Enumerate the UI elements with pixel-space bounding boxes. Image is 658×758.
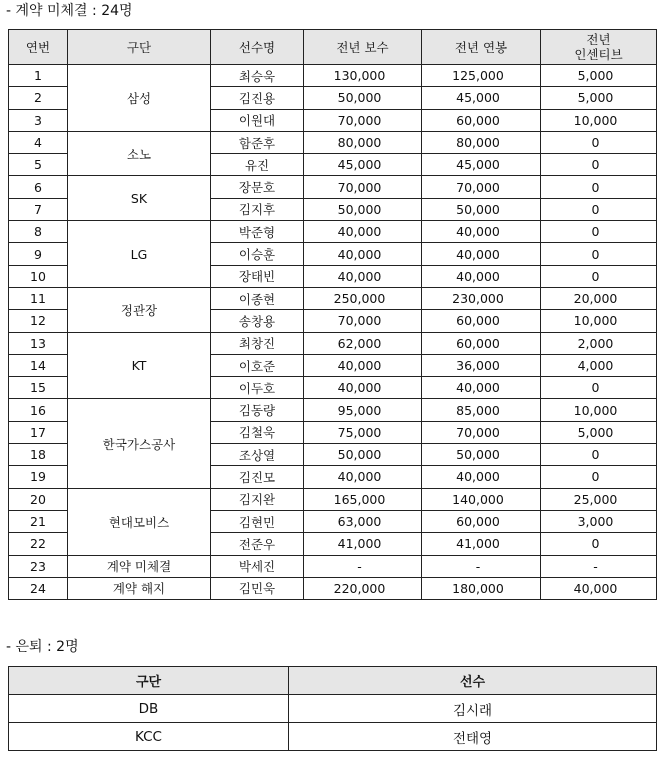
header-player: 선수 — [289, 667, 657, 695]
cell-no: 19 — [9, 466, 68, 488]
cell-player: 전준우 — [211, 533, 304, 555]
cell-prev-pay: 70,000 — [304, 109, 422, 131]
cell-no: 13 — [9, 332, 68, 354]
table-row — [9, 221, 657, 243]
cell-prev-pay: 50,000 — [304, 87, 422, 109]
cell-prev-incentive: 10,000 — [541, 399, 657, 421]
cell-prev-pay: 40,000 — [304, 377, 422, 399]
cell-prev-salary: - — [422, 555, 541, 577]
cell-prev-pay: 250,000 — [304, 287, 422, 309]
cell-no: 1 — [9, 65, 68, 87]
cell-prev-salary: 140,000 — [422, 488, 541, 510]
cell-player: 김지완 — [211, 488, 304, 510]
header-team: 구단 — [9, 667, 289, 695]
cell-prev-incentive: - — [541, 555, 657, 577]
cell-player: 김철욱 — [211, 421, 304, 443]
cell-player: 김지후 — [211, 198, 304, 220]
cell-no: 24 — [9, 577, 68, 599]
cell-prev-pay: - — [304, 555, 422, 577]
table-row — [9, 65, 657, 87]
cell-prev-salary: 70,000 — [422, 176, 541, 198]
cell-no: 7 — [9, 198, 68, 220]
retired-players-table — [8, 666, 657, 751]
cell-prev-salary: 40,000 — [422, 265, 541, 287]
cell-team: LG — [68, 221, 211, 288]
cell-prev-incentive: 5,000 — [541, 421, 657, 443]
cell-prev-salary: 60,000 — [422, 332, 541, 354]
cell-prev-incentive: 0 — [541, 198, 657, 220]
cell-prev-incentive: 10,000 — [541, 310, 657, 332]
header-prev-salary: 전년 연봉 — [422, 30, 541, 65]
cell-player: 김진모 — [211, 466, 304, 488]
table-row — [9, 176, 657, 198]
cell-prev-incentive: 0 — [541, 243, 657, 265]
table-header-row — [9, 30, 657, 65]
cell-prev-pay: 70,000 — [304, 310, 422, 332]
cell-prev-incentive: 0 — [541, 466, 657, 488]
cell-prev-salary: 40,000 — [422, 377, 541, 399]
cell-prev-pay: 80,000 — [304, 131, 422, 153]
cell-prev-pay: 165,000 — [304, 488, 422, 510]
cell-team: 계약 미체결 — [68, 555, 211, 577]
cell-no: 20 — [9, 488, 68, 510]
cell-no: 4 — [9, 131, 68, 153]
cell-prev-incentive: 0 — [541, 221, 657, 243]
cell-prev-salary: 60,000 — [422, 310, 541, 332]
cell-player: 이승훈 — [211, 243, 304, 265]
cell-prev-salary: 45,000 — [422, 154, 541, 176]
cell-prev-salary: 80,000 — [422, 131, 541, 153]
cell-player: 함준후 — [211, 131, 304, 153]
unsigned-players-table — [8, 29, 657, 600]
cell-player: 유진 — [211, 154, 304, 176]
header-prev-incentive-line1: 전년 — [586, 32, 611, 47]
table-row — [9, 287, 657, 309]
cell-prev-salary: 40,000 — [422, 466, 541, 488]
cell-team: 현대모비스 — [68, 488, 211, 555]
cell-no: 16 — [9, 399, 68, 421]
cell-prev-incentive: 10,000 — [541, 109, 657, 131]
cell-team: KCC — [9, 723, 289, 751]
cell-prev-salary: 180,000 — [422, 577, 541, 599]
cell-prev-incentive: 0 — [541, 444, 657, 466]
table-row — [9, 488, 657, 510]
cell-player: 장태빈 — [211, 265, 304, 287]
cell-prev-salary: 41,000 — [422, 533, 541, 555]
cell-no: 18 — [9, 444, 68, 466]
header-prev-incentive — [541, 30, 657, 65]
cell-prev-incentive: 25,000 — [541, 488, 657, 510]
cell-prev-pay: 40,000 — [304, 354, 422, 376]
cell-player: 전태영 — [289, 723, 657, 751]
table-header-row — [9, 667, 657, 695]
cell-player: 이호준 — [211, 354, 304, 376]
cell-no: 2 — [9, 87, 68, 109]
cell-prev-incentive: 0 — [541, 131, 657, 153]
cell-prev-pay: 75,000 — [304, 421, 422, 443]
cell-player: 박준형 — [211, 221, 304, 243]
cell-prev-incentive: 5,000 — [541, 87, 657, 109]
cell-player: 최창진 — [211, 332, 304, 354]
cell-team: 삼성 — [68, 65, 211, 132]
cell-prev-incentive: 2,000 — [541, 332, 657, 354]
cell-prev-incentive: 0 — [541, 265, 657, 287]
cell-prev-pay: 40,000 — [304, 466, 422, 488]
cell-prev-incentive: 0 — [541, 377, 657, 399]
section-title-retired: - 은퇴 : 2명 — [6, 639, 79, 655]
header-prev-incentive-line2: 인센티브 — [574, 47, 623, 62]
cell-prev-incentive: 4,000 — [541, 354, 657, 376]
cell-no: 12 — [9, 310, 68, 332]
cell-prev-salary: 40,000 — [422, 243, 541, 265]
cell-player: 김동량 — [211, 399, 304, 421]
cell-player: 송창용 — [211, 310, 304, 332]
cell-prev-salary: 40,000 — [422, 221, 541, 243]
cell-prev-salary: 60,000 — [422, 109, 541, 131]
cell-no: 15 — [9, 377, 68, 399]
cell-player: 김시래 — [289, 695, 657, 723]
cell-prev-pay: 95,000 — [304, 399, 422, 421]
cell-team: 정관장 — [68, 287, 211, 332]
cell-player: 이종현 — [211, 287, 304, 309]
cell-prev-salary: 85,000 — [422, 399, 541, 421]
cell-no: 23 — [9, 555, 68, 577]
header-team: 구단 — [68, 30, 211, 65]
cell-player: 최승욱 — [211, 65, 304, 87]
cell-prev-pay: 62,000 — [304, 332, 422, 354]
cell-player: 김현민 — [211, 510, 304, 532]
cell-prev-incentive: 0 — [541, 154, 657, 176]
cell-prev-salary: 70,000 — [422, 421, 541, 443]
cell-prev-salary: 45,000 — [422, 87, 541, 109]
cell-prev-pay: 41,000 — [304, 533, 422, 555]
cell-prev-incentive: 5,000 — [541, 65, 657, 87]
cell-prev-pay: 40,000 — [304, 243, 422, 265]
cell-prev-pay: 40,000 — [304, 221, 422, 243]
cell-team: KT — [68, 332, 211, 399]
cell-no: 22 — [9, 533, 68, 555]
cell-no: 3 — [9, 109, 68, 131]
cell-prev-pay: 45,000 — [304, 154, 422, 176]
cell-prev-incentive: 20,000 — [541, 287, 657, 309]
cell-prev-pay: 130,000 — [304, 65, 422, 87]
table-row — [9, 332, 657, 354]
cell-team: 한국가스공사 — [68, 399, 211, 488]
cell-player: 김진용 — [211, 87, 304, 109]
cell-prev-pay: 70,000 — [304, 176, 422, 198]
cell-team: SK — [68, 176, 211, 221]
table-row — [9, 695, 657, 723]
header-prev-pay: 전년 보수 — [304, 30, 422, 65]
table-row — [9, 577, 657, 599]
cell-no: 14 — [9, 354, 68, 376]
cell-no: 17 — [9, 421, 68, 443]
cell-prev-pay: 40,000 — [304, 265, 422, 287]
table-row — [9, 723, 657, 751]
cell-prev-salary: 50,000 — [422, 444, 541, 466]
cell-prev-pay: 63,000 — [304, 510, 422, 532]
cell-no: 6 — [9, 176, 68, 198]
cell-no: 10 — [9, 265, 68, 287]
cell-player: 조상열 — [211, 444, 304, 466]
header-no: 연번 — [9, 30, 68, 65]
cell-no: 9 — [9, 243, 68, 265]
cell-no: 11 — [9, 287, 68, 309]
cell-prev-incentive: 0 — [541, 533, 657, 555]
cell-prev-pay: 50,000 — [304, 198, 422, 220]
cell-no: 5 — [9, 154, 68, 176]
cell-prev-pay: 50,000 — [304, 444, 422, 466]
cell-prev-salary: 60,000 — [422, 510, 541, 532]
cell-prev-salary: 36,000 — [422, 354, 541, 376]
cell-prev-salary: 50,000 — [422, 198, 541, 220]
cell-prev-incentive: 3,000 — [541, 510, 657, 532]
cell-prev-incentive: 0 — [541, 176, 657, 198]
table-row — [9, 555, 657, 577]
cell-player: 박세진 — [211, 555, 304, 577]
cell-team: 계약 해지 — [68, 577, 211, 599]
cell-player: 이두호 — [211, 377, 304, 399]
cell-no: 21 — [9, 510, 68, 532]
header-player: 선수명 — [211, 30, 304, 65]
section-title-unsigned: - 계약 미체결 : 24명 — [6, 3, 133, 19]
cell-prev-salary: 230,000 — [422, 287, 541, 309]
table-row — [9, 399, 657, 421]
cell-prev-salary: 125,000 — [422, 65, 541, 87]
cell-no: 8 — [9, 221, 68, 243]
cell-player: 장문호 — [211, 176, 304, 198]
cell-team: 소노 — [68, 131, 211, 176]
cell-prev-pay: 220,000 — [304, 577, 422, 599]
cell-team: DB — [9, 695, 289, 723]
cell-player: 김민욱 — [211, 577, 304, 599]
cell-prev-incentive: 40,000 — [541, 577, 657, 599]
table-row — [9, 131, 657, 153]
cell-player: 이원대 — [211, 109, 304, 131]
